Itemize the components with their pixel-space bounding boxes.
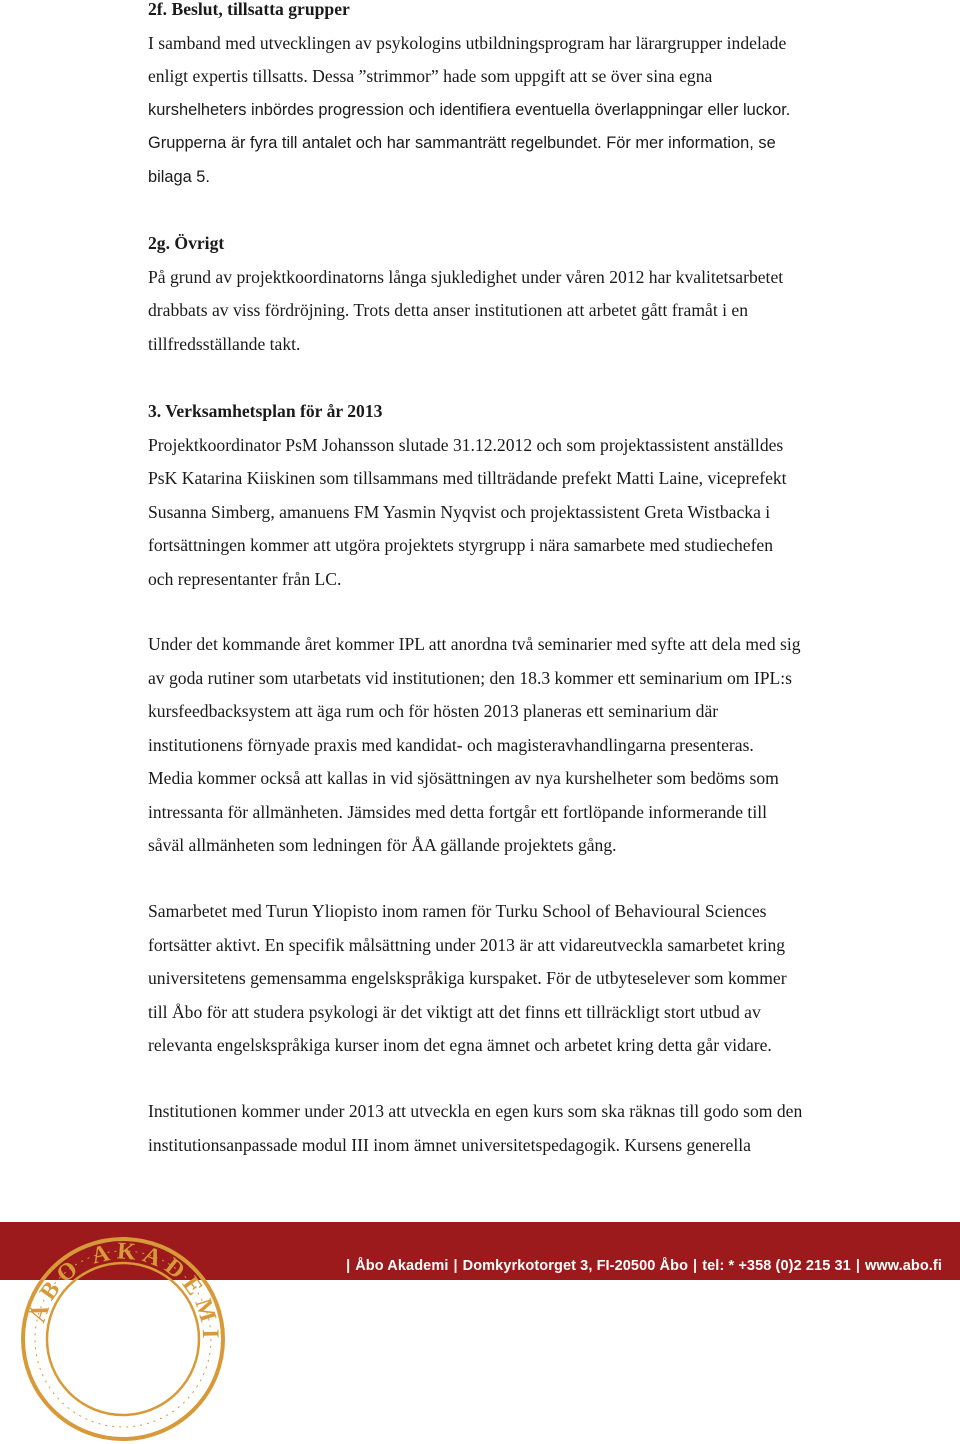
paragraph-line: fortsättningen kommer att utgöra projektets styrgrupp i nära samarbete med studiechefen bbox=[148, 535, 774, 555]
paragraph-line: och representanter från LC. bbox=[148, 568, 342, 589]
paragraph-line: enligt expertis tillsatts. Dessa ”strimmor” hade som uppgift att se över sina egna bbox=[148, 66, 713, 86]
section-heading: 3. Verksamhetsplan för år 2013 bbox=[148, 401, 383, 421]
paragraph-line: Susanna Simberg, amanuens FM Yasmin Nyqvist och projektassistent Greta Wistbacka i bbox=[148, 501, 771, 522]
paragraph-line: institutionsanpassade modul III inom ämnet universitetspedagogik. Kursens generella bbox=[148, 1134, 751, 1155]
paragraph-line: På grund av projektkoordinatorns långa sjukledighet under våren 2012 har kvalitetsarbetet bbox=[148, 266, 784, 287]
footer-phone: tel: * +358 (0)2 215 31 bbox=[702, 1258, 851, 1274]
paragraph-line: PsK Katarina Kiiskinen som tillsammans med tillträdande prefekt Matti Laine, viceprefekt bbox=[148, 468, 787, 488]
svg-text:ÅBO AKADEMI bbox=[25, 1238, 223, 1344]
footer-address: Domkyrkotorget 3, FI-20500 Åbo bbox=[462, 1258, 689, 1274]
paragraph-line: kursfeedbacksystem att äga rum och för hösten 2013 planeras ett seminarium där bbox=[148, 701, 719, 721]
paragraph-line: Projektkoordinator PsM Johansson slutade 31.12.2012 och som projektassistent anställdes bbox=[148, 434, 784, 455]
footer-org: Åbo Akademi bbox=[355, 1258, 449, 1274]
section-3 bbox=[148, 395, 888, 596]
section-heading: 2f. Beslut, tillsatta grupper bbox=[148, 0, 350, 19]
footer-website-link[interactable]: www.abo.fi bbox=[865, 1258, 942, 1274]
paragraph-line: institutionens förnyade praxis med kandidat- och magisteravhandlingarna presenteras. bbox=[148, 734, 754, 755]
paragraph-line: till Åbo för att studera psykologi är det viktigt att det finns ett tillräckligt stort utbud av bbox=[148, 1001, 761, 1022]
section-2f bbox=[148, 0, 888, 194]
paragraph-line: av goda rutiner som utarbetats vid institutionen; den 18.3 kommer ett seminarium om IPL:s bbox=[148, 667, 793, 688]
paragraph-line: bilaga 5. bbox=[148, 167, 210, 186]
paragraph-line: intressanta för allmänheten. Jämsides med detta fortgår ett fortlöpande informerande till bbox=[148, 801, 767, 822]
page-footer bbox=[0, 1222, 960, 1345]
section-2g bbox=[148, 227, 888, 361]
paragraph-line: Institutionen kommer under 2013 att utveckla en egen kurs som ska räknas till godo som den bbox=[148, 1101, 803, 1121]
paragraph-line: drabbats av viss fördröjning. Trots detta anser institutionen att arbetet gått framåt i en bbox=[148, 300, 749, 320]
paragraph-line: såväl allmänheten som ledningen för ÅA gällande projektets gång. bbox=[148, 835, 617, 855]
paragraph-line: fortsätter aktivt. En specifik målsättning under 2013 är att vidareutveckla samarbetet kring bbox=[148, 934, 786, 955]
paragraph-line: relevanta engelskspråkiga kurser inom det egna ämnet och arbetet kring detta går vidare. bbox=[148, 1035, 772, 1055]
university-seal-logo bbox=[18, 1234, 228, 1444]
footer-contact: | Åbo Akademi | Domkyrkotorget 3, FI-20500 Åbo | tel: * +358 (0)2 215 31 | www.abo.fi bbox=[346, 1258, 942, 1274]
paragraph-line: Media kommer också att kallas in vid sjösättningen av nya kurshelheter som bedöms som bbox=[148, 768, 779, 788]
paragraph-line: Grupperna är fyra till antalet och har sammanträtt regelbundet. För mer information, se bbox=[148, 134, 776, 152]
paragraph-seminars bbox=[148, 628, 888, 863]
paragraph-course bbox=[148, 1095, 888, 1162]
paragraph-line: Samarbetet med Turun Yliopisto inom ramen för Turku School of Behavioural Sciences bbox=[148, 901, 767, 921]
paragraph-line: tillfredsställande takt. bbox=[148, 333, 301, 354]
paragraph-line: kurshelheters inbördes progression och identifiera eventuella överlappningar eller luckor. bbox=[148, 100, 791, 119]
paragraph-line: Under det kommande året kommer IPL att anordna två seminarier med syfte att dela med sig bbox=[148, 634, 801, 654]
paragraph-line: I samband med utvecklingen av psykologins utbildningsprogram har lärargrupper indelade bbox=[148, 32, 787, 53]
paragraph-line: universitetens gemensamma engelskspråkiga kurspaket. För de utbyteselever som kommer bbox=[148, 968, 787, 988]
paragraph-cooperation bbox=[148, 895, 888, 1063]
section-heading: 2g. Övrigt bbox=[148, 233, 225, 253]
seal-lettering: ÅBO AKADEMI bbox=[24, 1238, 224, 1345]
